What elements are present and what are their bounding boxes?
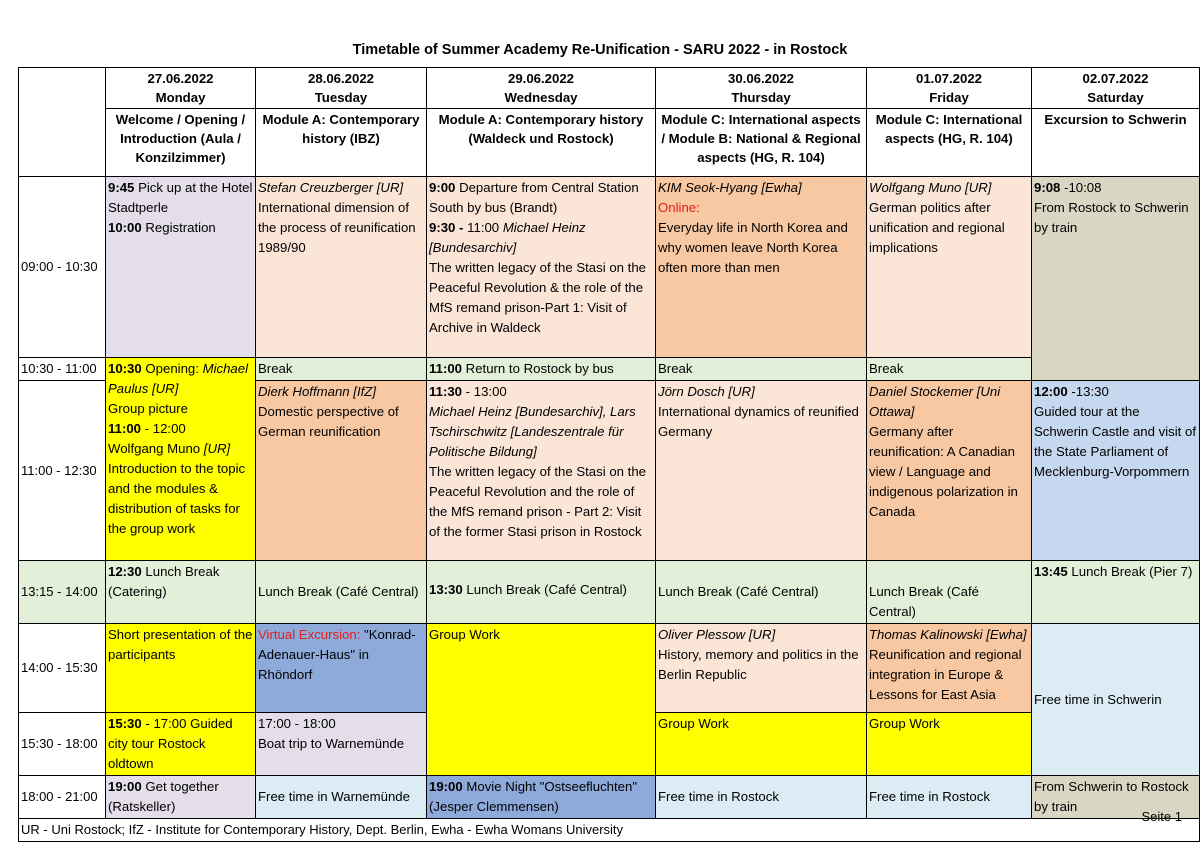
slot-row-2 bbox=[19, 358, 1200, 381]
time-label: 13:15 - 14:00 bbox=[19, 561, 106, 624]
time-label: 18:00 - 21:00 bbox=[19, 776, 106, 819]
event-cell: 9:45 Pick up at the Hotel Stadtperle 10:00 Registration bbox=[106, 177, 256, 358]
theme-tue: Module A: Contemporary history (IBZ) bbox=[256, 109, 427, 177]
event-cell: Free time in Rostock bbox=[656, 776, 867, 819]
corner-cell bbox=[19, 68, 106, 177]
theme-thu: Module C: International aspects / Module B: National & Regional aspects (HG, R. 104) bbox=[656, 109, 867, 177]
time-label: 15:30 - 18:00 bbox=[19, 713, 106, 776]
header-row-dates bbox=[19, 68, 1200, 109]
event-cell: 9:08 -10:08 From Rostock to Schwerin by train bbox=[1032, 177, 1200, 381]
event-cell: Lunch Break (Café Central) bbox=[867, 561, 1032, 624]
event-cell: Thomas Kalinowski [Ewha] Reunification and regional integration in Europe & Lessons for East Asia bbox=[867, 624, 1032, 713]
event-cell: Group Work bbox=[427, 624, 656, 776]
event-cell: Jörn Dosch [UR] International dynamics of reunified Germany bbox=[656, 381, 867, 561]
event-cell: Oliver Plessow [UR] History, memory and politics in the Berlin Republic bbox=[656, 624, 867, 713]
event-cell: 17:00 - 18:00 Boat trip to Warnemünde bbox=[256, 713, 427, 776]
event-cell: From Schwerin to Rostock by train bbox=[1032, 776, 1200, 819]
day-header-fri: 01.07.2022 Friday bbox=[867, 68, 1032, 109]
event-cell: Break bbox=[656, 358, 867, 381]
event-cell: Lunch Break (Café Central) bbox=[256, 561, 427, 624]
event-cell: KIM Seok-Hyang [Ewha] Online: Everyday life in North Korea and why women leave North Korea often more than men bbox=[656, 177, 867, 358]
event-cell: 13:45 Lunch Break (Pier 7) bbox=[1032, 561, 1200, 624]
header-row-themes bbox=[19, 109, 1200, 177]
day-header-tue: 28.06.2022 Tuesday bbox=[256, 68, 427, 109]
event-cell: 12:00 -13:30 Guided tour at the Schwerin Castle and visit of the State Parliament of Mecklenburg-Vorpommern bbox=[1032, 381, 1200, 561]
event-cell: Group Work bbox=[656, 713, 867, 776]
timetable bbox=[18, 67, 1200, 842]
time-label: 11:00 - 12:30 bbox=[19, 381, 106, 561]
slot-row-4 bbox=[19, 561, 1200, 624]
event-cell: Dierk Hoffmann [IfZ] Domestic perspective of German reunification bbox=[256, 381, 427, 561]
time-label: 09:00 - 10:30 bbox=[19, 177, 106, 358]
event-cell: 19:00 Movie Night "Ostseefluchten" (Jesper Clemmensen) bbox=[427, 776, 656, 819]
time-label: 10:30 - 11:00 bbox=[19, 358, 106, 381]
day-header-mon: 27.06.2022 Monday bbox=[106, 68, 256, 109]
event-cell: 11:00 Return to Rostock by bus bbox=[427, 358, 656, 381]
event-cell: 13:30 Lunch Break (Café Central) bbox=[427, 561, 656, 624]
theme-mon: Welcome / Opening / Introduction (Aula / Konzilzimmer) bbox=[106, 109, 256, 177]
theme-wed: Module A: Contemporary history (Waldeck und Rostock) bbox=[427, 109, 656, 177]
theme-sat: Excursion to Schwerin bbox=[1032, 109, 1200, 177]
event-cell: 10:30 Opening: Michael Paulus [UR] Group picture 11:00 - 12:00 Wolfgang Muno [UR] Introduction to the topic and the modules & distribution of tasks for the group work bbox=[106, 358, 256, 561]
event-cell: 9:00 Departure from Central Station South by bus (Brandt) 9:30 - 11:00 Michael Heinz [Bundesarchiv] The written legacy of the Stasi on the Peaceful Revolution & the role of the MfS remand prison-Part 1: Visit of Archive in Waldeck bbox=[427, 177, 656, 358]
event-cell: Stefan Creuzberger [UR] International dimension of the process of reunification 1989/90 bbox=[256, 177, 427, 358]
event-cell: 15:30 - 17:00 Guided city tour Rostock oldtown bbox=[106, 713, 256, 776]
event-cell: Wolfgang Muno [UR] German politics after unification and regional implications bbox=[867, 177, 1032, 358]
theme-fri: Module C: International aspects (HG, R. 104) bbox=[867, 109, 1032, 177]
abbreviation-legend: UR - Uni Rostock; IfZ - Institute for Contemporary History, Dept. Berlin, Ewha - Ewha Womans University bbox=[19, 819, 1200, 842]
event-cell: Break bbox=[867, 358, 1032, 381]
slot-row-5 bbox=[19, 624, 1200, 713]
event-cell: Group Work bbox=[867, 713, 1032, 776]
event-cell: Lunch Break (Café Central) bbox=[656, 561, 867, 624]
event-cell: 12:30 Lunch Break (Catering) bbox=[106, 561, 256, 624]
event-cell: Daniel Stockemer [Uni Ottawa] Germany after reunification: A Canadian view / Language and indigenous polarization in Canada bbox=[867, 381, 1032, 561]
event-cell: Free time in Warnemünde bbox=[256, 776, 427, 819]
page-number: Seite 1 bbox=[1141, 809, 1182, 824]
event-cell: 11:30 - 13:00 Michael Heinz [Bundesarchiv], Lars Tschirschwitz [Landeszentrale für Politische Bildung] The written legacy of the Stasi on the Peaceful Revolution and the role of the MfS remand prison - Part 2: Visit of the former Stasi prison in Rostock bbox=[427, 381, 656, 561]
page-title: Timetable of Summer Academy Re-Unification - SARU 2022 - in Rostock bbox=[352, 42, 848, 58]
day-header-thu: 30.06.2022 Thursday bbox=[656, 68, 867, 109]
legend-row bbox=[19, 819, 1200, 842]
event-cell: Virtual Excursion: "Konrad-Adenauer-Haus" in Rhöndorf bbox=[256, 624, 427, 713]
event-cell: Break bbox=[256, 358, 427, 381]
day-header-sat: 02.07.2022 Saturday bbox=[1032, 68, 1200, 109]
event-cell: Free time in Schwerin bbox=[1032, 624, 1200, 776]
day-header-wed: 29.06.2022 Wednesday bbox=[427, 68, 656, 109]
slot-row-1 bbox=[19, 177, 1200, 358]
time-label: 14:00 - 15:30 bbox=[19, 624, 106, 713]
slot-row-7 bbox=[19, 776, 1200, 819]
event-cell: Short presentation of the participants bbox=[106, 624, 256, 713]
event-cell: 19:00 Get together (Ratskeller) bbox=[106, 776, 256, 819]
event-cell: Free time in Rostock bbox=[867, 776, 1032, 819]
